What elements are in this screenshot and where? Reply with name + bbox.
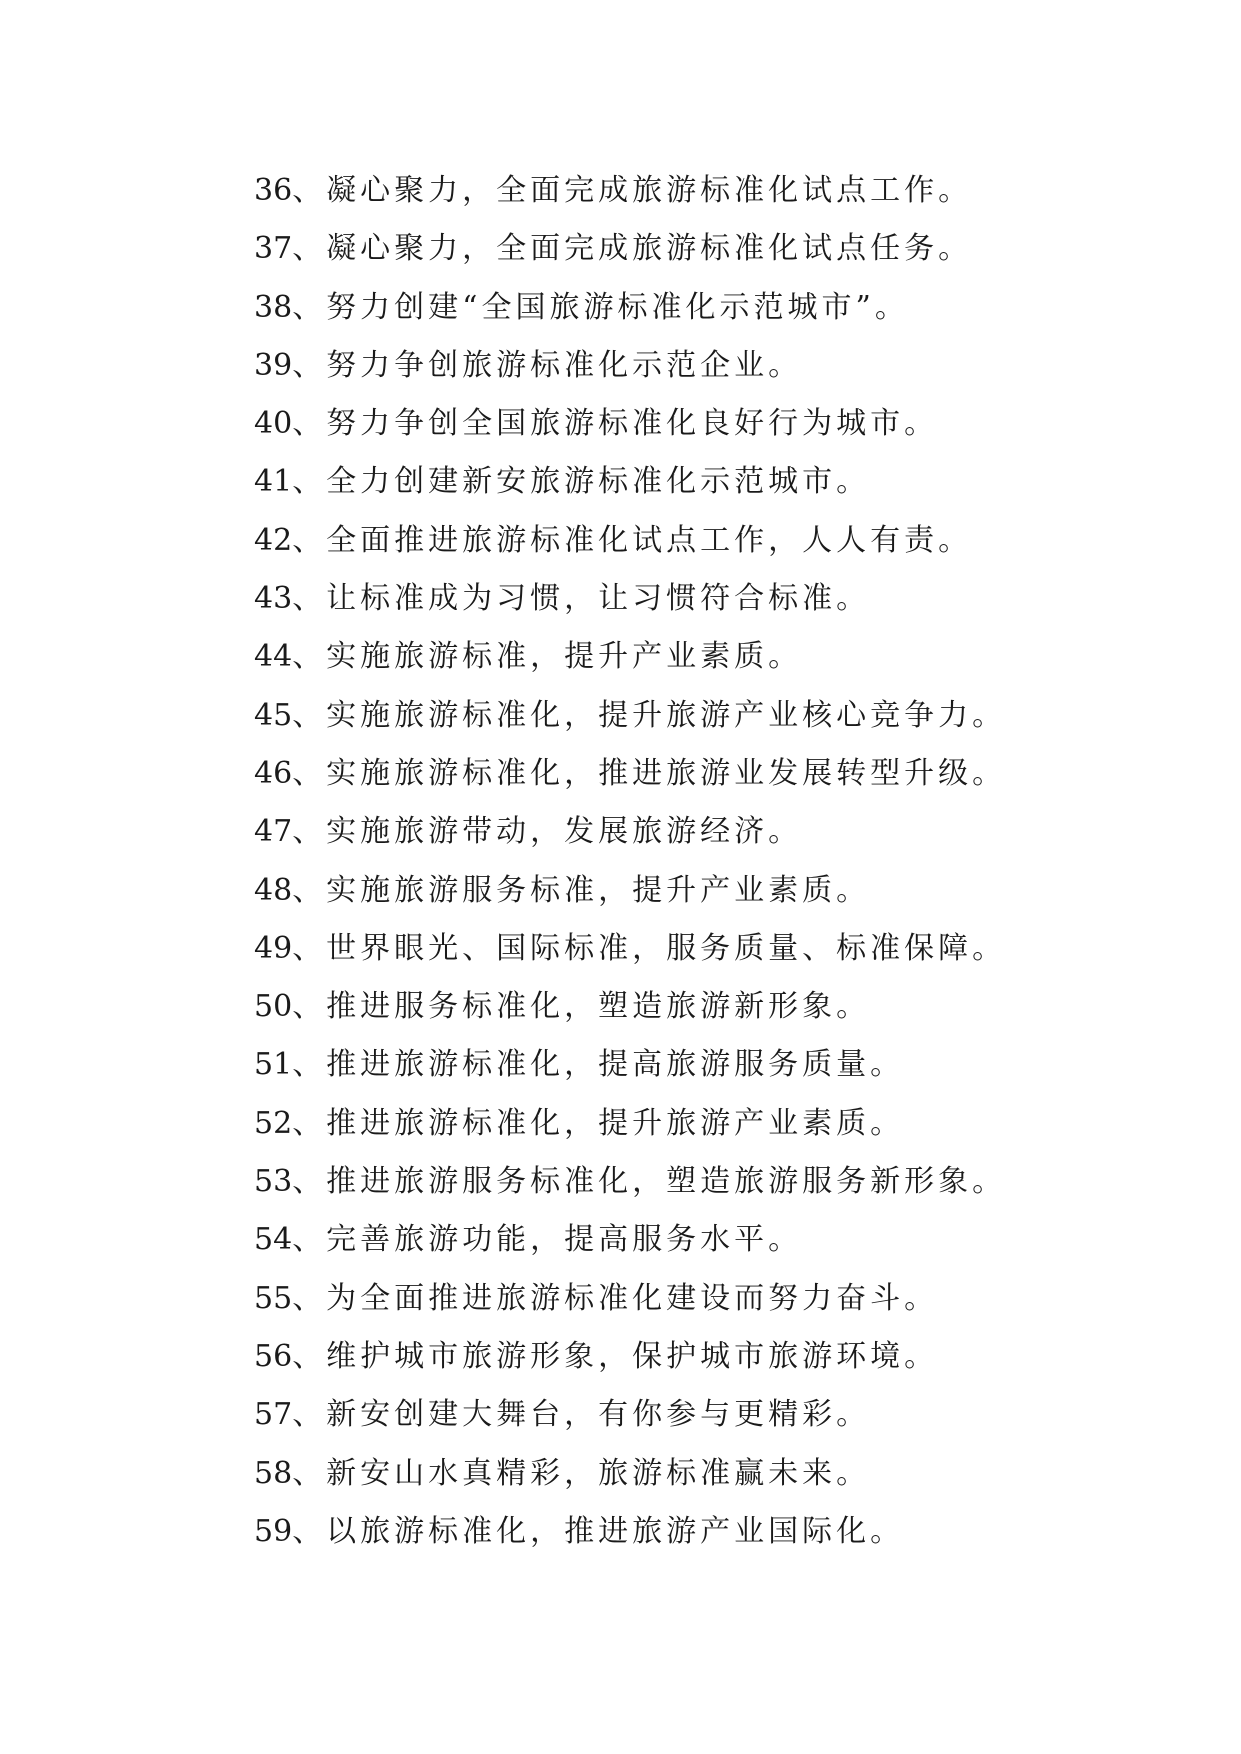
item-number: 43: [254, 581, 293, 617]
item-number: 53: [254, 1164, 293, 1200]
slogan-list: [254, 162, 1006, 1561]
item-text: 、努力争创全国旅游标准化良好行为城市。: [292, 406, 939, 442]
item-text: 、以旅游标准化，推进旅游产业国际化。: [292, 1513, 905, 1549]
item-text: 、世界眼光、国际标准，服务质量、标准保障。: [292, 930, 1007, 966]
item-number: 49: [254, 930, 293, 966]
item-number: 55: [254, 1280, 293, 1316]
item-text: 、新安创建大舞台，有你参与更精彩。: [292, 1397, 871, 1433]
list-item: [254, 1503, 1006, 1561]
item-text: 、努力创建“全国旅游标准化示范城市”。: [292, 289, 909, 325]
item-number: 54: [254, 1222, 293, 1258]
item-number: 39: [254, 347, 293, 383]
list-item: [254, 862, 1006, 920]
item-number: 44: [254, 639, 293, 675]
list-item: [254, 1386, 1006, 1444]
item-number: 48: [254, 872, 293, 908]
item-number: 41: [254, 464, 293, 500]
item-text: 、努力争创旅游标准化示范企业。: [292, 347, 803, 383]
item-text: 、实施旅游标准，提升产业素质。: [292, 639, 803, 675]
item-number: 50: [254, 989, 293, 1025]
list-item: [254, 1095, 1006, 1153]
list-item: [254, 628, 1006, 686]
item-text: 、推进旅游服务标准化，塑造旅游服务新形象。: [292, 1164, 1007, 1200]
item-text: 、推进旅游标准化，提高旅游服务质量。: [292, 1047, 905, 1083]
list-item: [254, 570, 1006, 628]
item-text: 、推进旅游标准化，提升旅游产业素质。: [292, 1105, 905, 1141]
list-item: [254, 512, 1006, 570]
list-item: [254, 803, 1006, 861]
item-text: 、维护城市旅游形象，保护城市旅游环境。: [292, 1338, 939, 1374]
list-item: [254, 978, 1006, 1036]
item-number: 37: [254, 231, 293, 267]
list-item: [254, 162, 1006, 220]
item-text: 、实施旅游服务标准，提升产业素质。: [292, 872, 871, 908]
item-number: 40: [254, 406, 293, 442]
item-text: 、让标准成为习惯，让习惯符合标准。: [292, 581, 871, 617]
item-number: 42: [254, 522, 293, 558]
item-number: 57: [254, 1397, 293, 1433]
item-number: 52: [254, 1105, 293, 1141]
list-item: [254, 453, 1006, 511]
list-item: [254, 1445, 1006, 1503]
item-number: 58: [254, 1455, 293, 1491]
item-number: 59: [254, 1513, 293, 1549]
list-item: [254, 745, 1006, 803]
item-text: 、新安山水真精彩，旅游标准赢未来。: [292, 1455, 871, 1491]
item-text: 、全面推进旅游标准化试点工作，人人有责。: [292, 522, 973, 558]
list-item: [254, 1153, 1006, 1211]
list-item: [254, 1270, 1006, 1328]
list-item: [254, 220, 1006, 278]
item-number: 47: [254, 814, 293, 850]
item-text: 、实施旅游标准化，推进旅游业发展转型升级。: [292, 755, 1007, 791]
list-item: [254, 1211, 1006, 1269]
item-text: 、实施旅游带动，发展旅游经济。: [292, 814, 803, 850]
item-text: 、完善旅游功能，提高服务水平。: [292, 1222, 803, 1258]
list-item: [254, 395, 1006, 453]
item-number: 56: [254, 1338, 293, 1374]
item-text: 、全力创建新安旅游标准化示范城市。: [292, 464, 871, 500]
item-text: 、凝心聚力，全面完成旅游标准化试点工作。: [292, 173, 973, 208]
item-text: 、为全面推进旅游标准化建设而努力奋斗。: [292, 1280, 939, 1316]
item-text: 、凝心聚力，全面完成旅游标准化试点任务。: [292, 231, 973, 267]
list-item: [254, 1036, 1006, 1094]
item-number: 51: [254, 1047, 293, 1083]
item-number: 36: [254, 173, 293, 208]
list-item: [254, 1328, 1006, 1386]
list-item: [254, 920, 1006, 978]
item-number: 38: [254, 289, 293, 325]
item-text: 、实施旅游标准化，提升旅游产业核心竞争力。: [292, 697, 1007, 733]
item-number: 45: [254, 697, 293, 733]
list-item: [254, 337, 1006, 395]
list-item: [254, 279, 1006, 337]
list-item: [254, 687, 1006, 745]
item-text: 、推进服务标准化，塑造旅游新形象。: [292, 989, 871, 1025]
item-number: 46: [254, 755, 293, 791]
